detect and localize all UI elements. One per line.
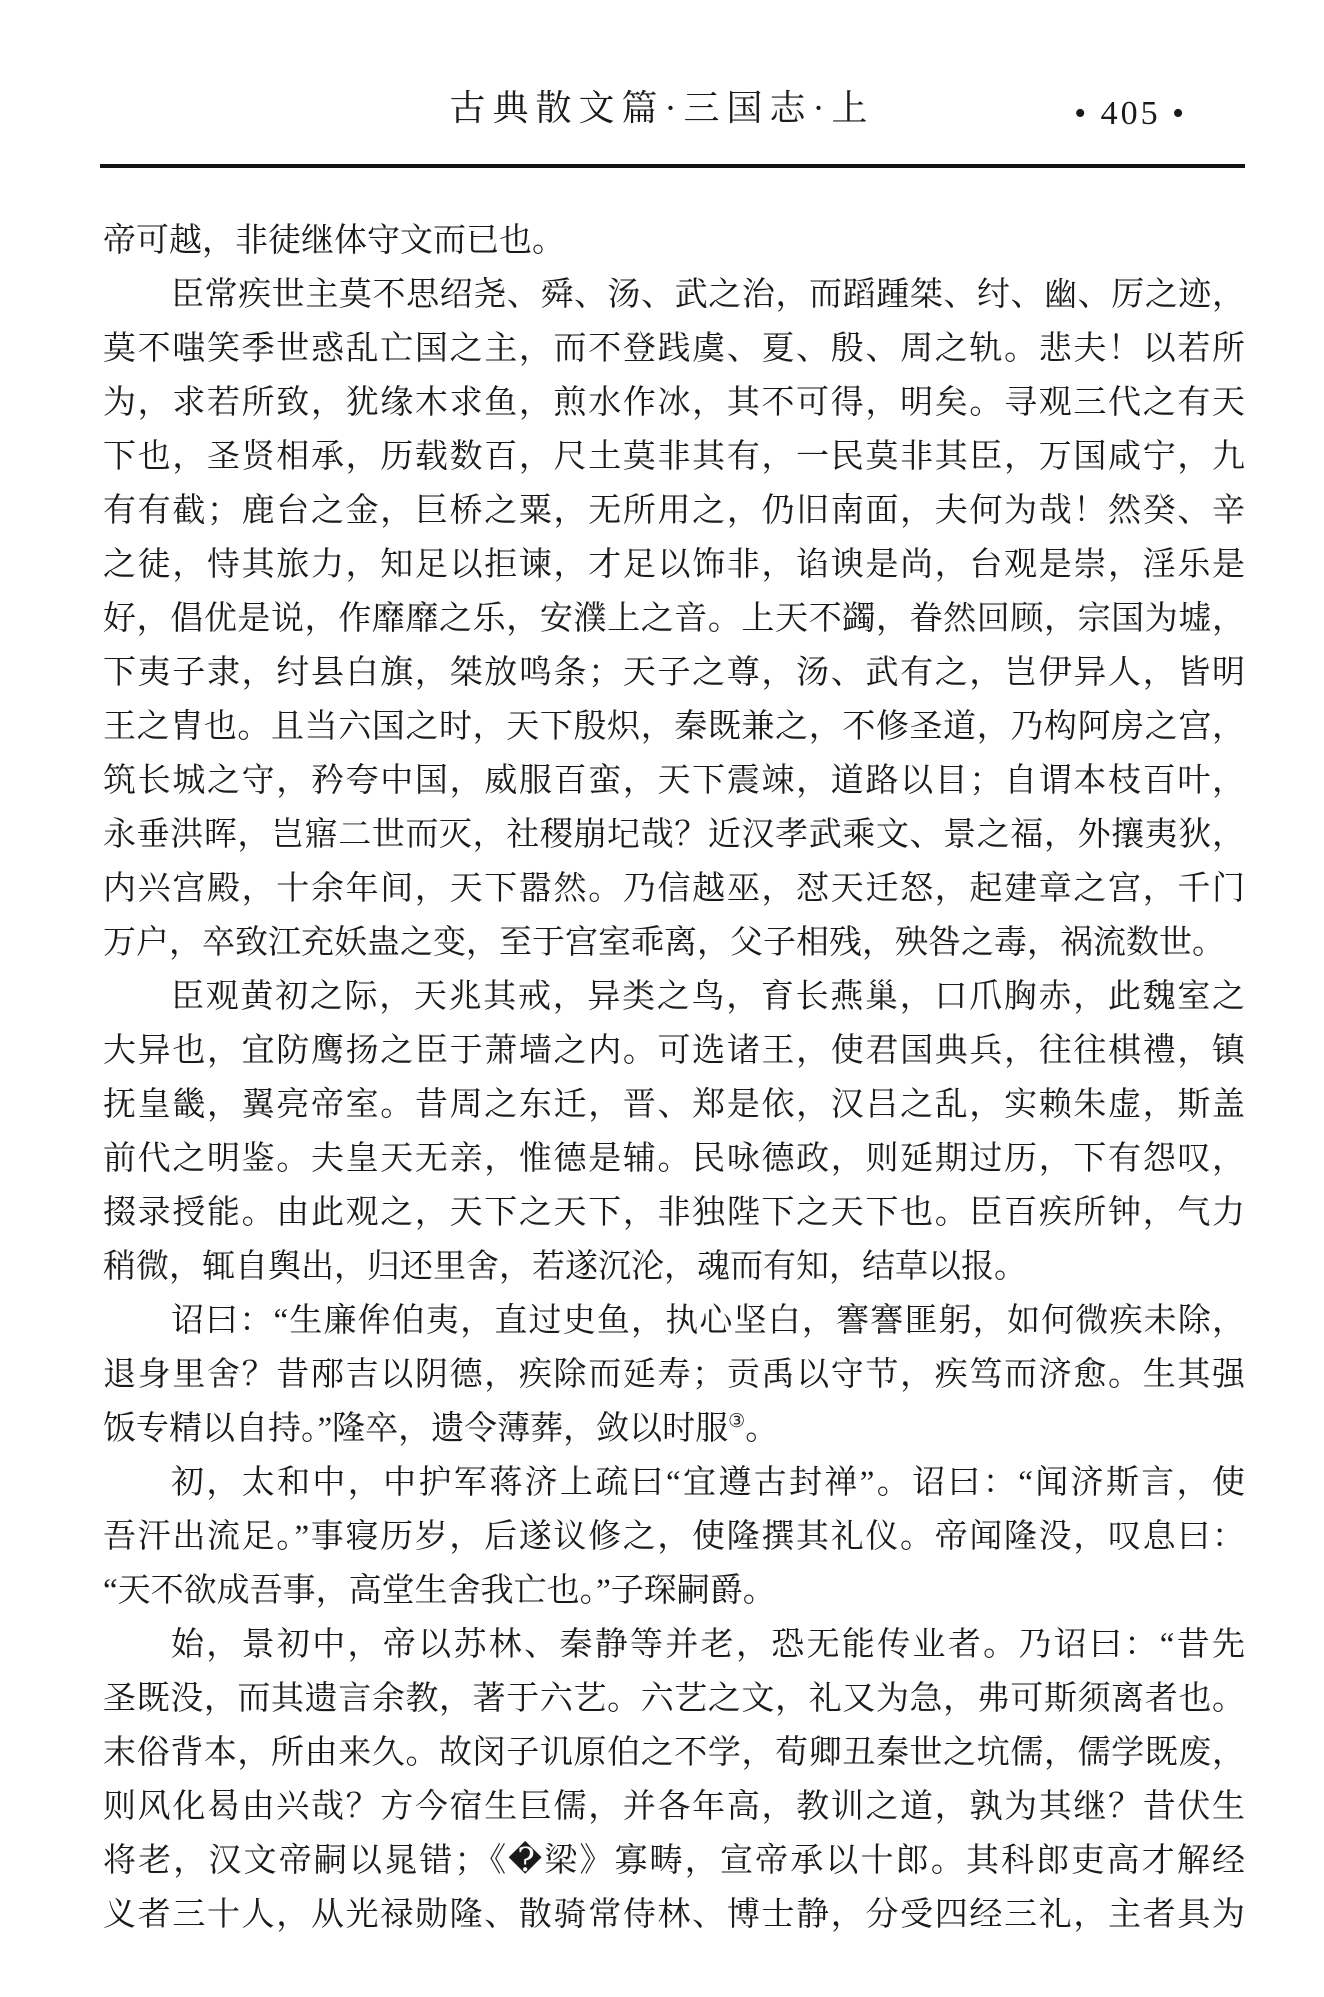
- footnote-marker: ③: [728, 1411, 746, 1432]
- text-line: 将老，汉文帝嗣以晁错；《�梁》寡畴，宣帝承以十郎。其科郎吏高才解经: [103, 1843, 1245, 1879]
- text-line: 末俗背本，所由来久。故闵子讥原伯之不学，荀卿丑秦世之坑儒，儒学既废，: [103, 1735, 1245, 1771]
- text-line: 莫不嗤笑季世惑乱亡国之主，而不登践虞、夏、殷、周之轨。悲夫！以若所: [103, 331, 1245, 367]
- line-text: 。: [745, 1411, 779, 1447]
- text-line: 始，景初中，帝以苏林、秦静等并老，恐无能传业者。乃诏曰：“昔先: [171, 1627, 1245, 1663]
- text-line: 好，倡优是说，作靡靡之乐，安濮上之音。上天不蠲，眷然回顾，宗国为墟，: [103, 601, 1245, 637]
- text-line: 下夷子隶，纣县白旗，桀放鸣条；天子之尊，汤、武有之，岂伊异人，皆明: [103, 655, 1245, 691]
- text-line: “天不欲成吾事，高堂生舍我亡也。”子琛嗣爵。: [103, 1573, 776, 1609]
- text-line: 大异也，宜防鹰扬之臣于萧墙之内。可选诸王，使君国典兵，往往棋禮，镇: [103, 1033, 1245, 1069]
- page-number: • 405 •: [1074, 95, 1187, 132]
- text-line: 为，求若所致，犹缘木求鱼，煎水作冰，其不可得，明矣。寻观三代之有天: [103, 385, 1245, 421]
- text-line: 有有截；鹿台之金，巨桥之粟，无所用之，仍旧南面，夫何为哉！然癸、辛: [103, 493, 1245, 529]
- text-line: 下也，圣贤相承，历载数百，尺土莫非其有，一民莫非其臣，万国咸宁，九: [103, 439, 1245, 475]
- text-line: 永垂洪晖，岂寤二世而灭，社稷崩圮哉？近汉孝武乘文、景之福，外攘夷狄，: [103, 817, 1245, 853]
- text-line: 内兴宫殿，十余年间，天下嚣然。乃信越巫，怼天迁怒，起建章之宫，千门: [103, 871, 1245, 907]
- text-line: 筑长城之守，矜夸中国，威服百蛮，天下震竦，道路以目；自谓本枝百叶，: [103, 763, 1245, 799]
- text-line: 则风化曷由兴哉？方今宿生巨儒，并各年高，教训之道，孰为其继？昔伏生: [103, 1789, 1245, 1825]
- text-line: 之徒，恃其旅力，知足以拒谏，才足以饰非，谄谀是尚，台观是崇，淫乐是: [103, 547, 1245, 583]
- text-line: [103, 1402, 1245, 1456]
- text-line: 王之胄也。且当六国之时，天下殷炽，秦既兼之，不修圣道，乃构阿房之宫，: [103, 709, 1245, 745]
- text-line: 万户，卒致江充妖蛊之变，至于宫室乖离，父子相残，殃咎之毒，祸流数世。: [103, 925, 1225, 961]
- text-line: 稍微，辄自舆出，归还里舍，若遂沉沦，魂而有知，结草以报。: [103, 1249, 1027, 1285]
- text-line: 掇录授能。由此观之，天下之天下，非独陛下之天下也。臣百疾所钟，气力: [103, 1195, 1245, 1231]
- header-rule: [100, 164, 1245, 168]
- running-title: 古典散文篇·三国志·上: [449, 88, 875, 128]
- text-line: 退身里舍？昔邴吉以阴德，疾除而延寿；贡禹以守节，疾笃而济愈。生其强: [103, 1357, 1245, 1393]
- text-line: 诏曰：“生廉侔伯夷，直过史鱼，执心坚白，謇謇匪躬，如何微疾未除，: [171, 1303, 1245, 1339]
- text-line: 圣既没，而其遗言余教，著于六艺。六艺之文，礼又为急，弗可斯须离者也。: [103, 1681, 1245, 1717]
- text-line: 初，太和中，中护军蒋济上疏曰“宜遵古封禅”。诏曰：“闻济斯言，使: [171, 1465, 1245, 1501]
- text-line: 臣观黄初之际，天兆其戒，异类之鸟，育长燕巢，口爪胸赤，此魏室之: [171, 979, 1245, 1015]
- line-text: 饭专精以自持。”隆卒，遗令薄葬，敛以时服: [103, 1411, 729, 1447]
- text-line: 臣常疾世主莫不思绍尧、舜、汤、武之治，而蹈踵桀、纣、幽、厉之迹，: [171, 277, 1245, 313]
- text-line: 前代之明鉴。夫皇天无亲，惟德是辅。民咏德政，则延期过历，下有怨叹，: [103, 1141, 1245, 1177]
- text-line: 帝可越，非徒继体守文而已也。: [103, 223, 565, 259]
- page-body: [103, 214, 1245, 1942]
- text-line: 吾汗出流足。”事寝历岁，后遂议修之，使隆撰其礼仪。帝闻隆没，叹息曰：: [103, 1519, 1245, 1555]
- text-line: 义者三十人，从光禄勋隆、散骑常侍林、博士静，分受四经三礼，主者具为: [103, 1897, 1245, 1933]
- text-line: 抚皇畿，翼亮帝室。昔周之东迁，晋、郑是依，汉吕之乱，实赖朱虚，斯盖: [103, 1087, 1245, 1123]
